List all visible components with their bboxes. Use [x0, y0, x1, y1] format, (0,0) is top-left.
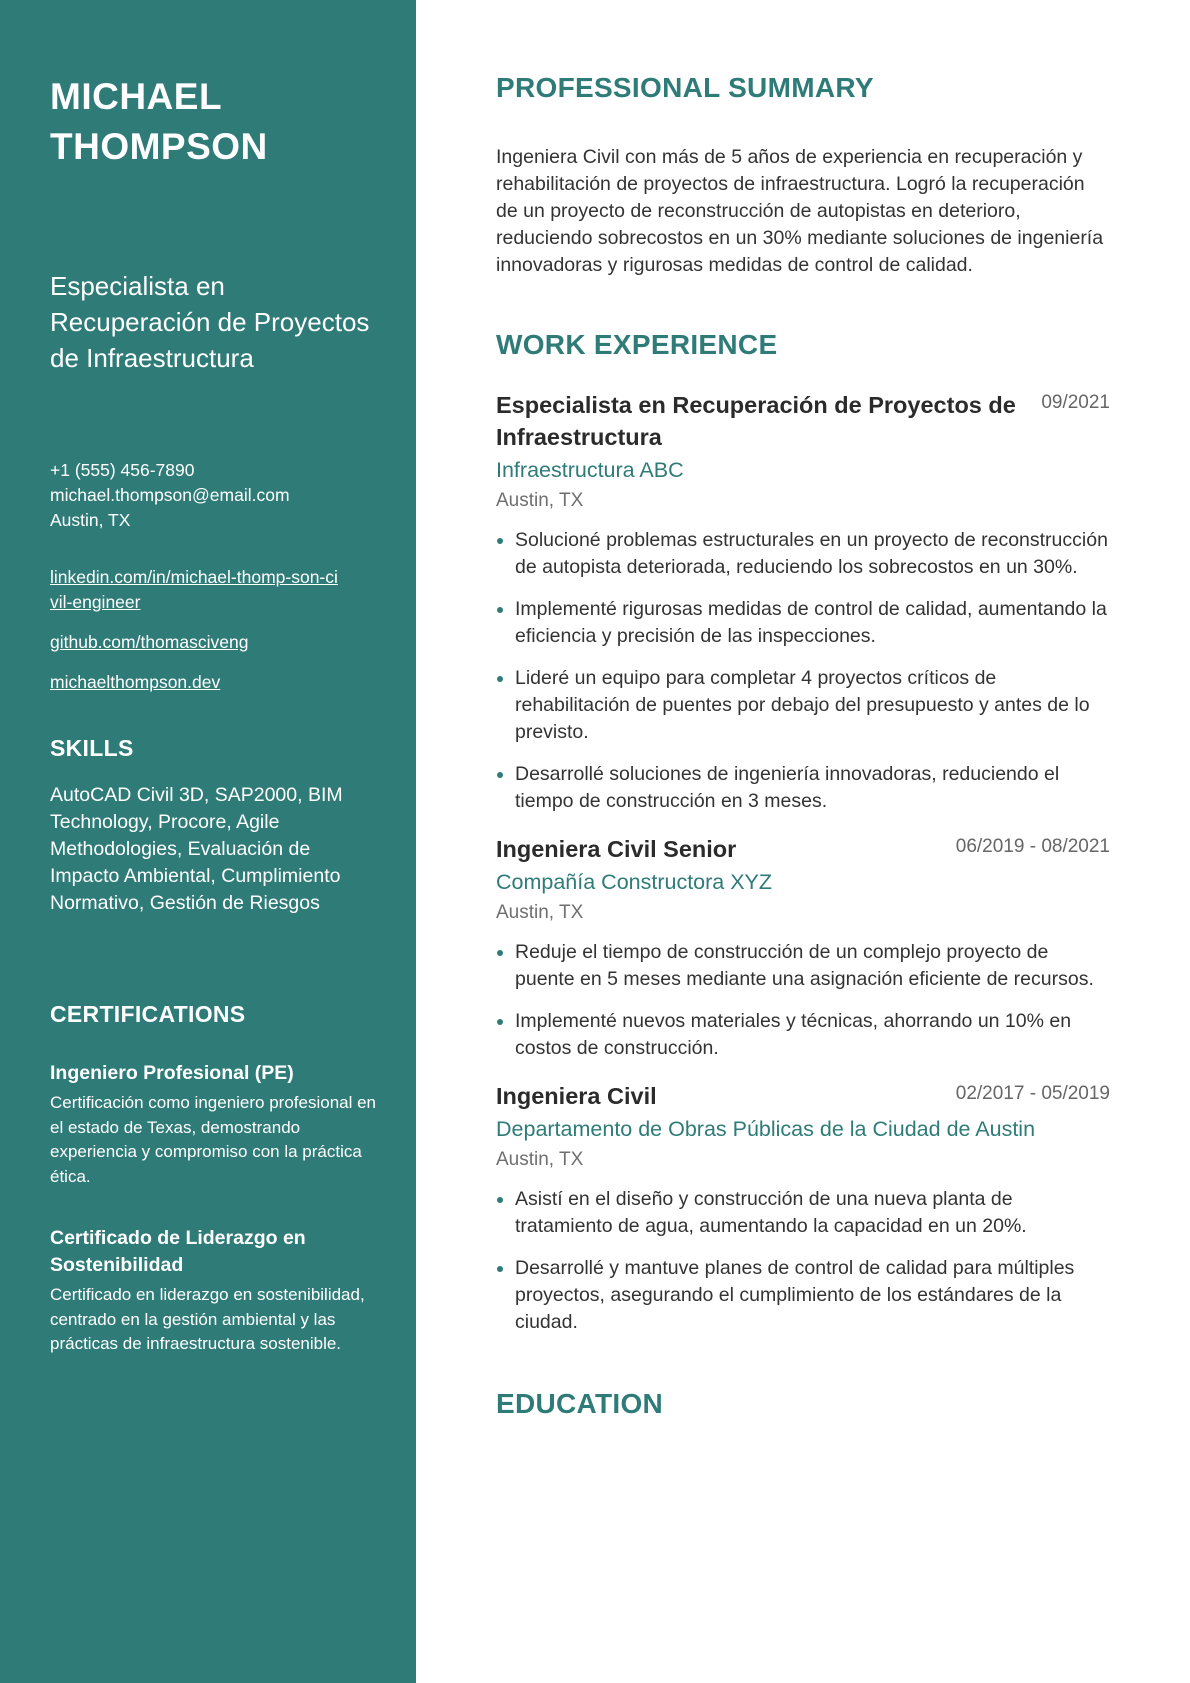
linkedin-link[interactable]: linkedin.com/in/michael-thomp-son-civil-engineer	[50, 567, 338, 612]
job-bullets	[496, 939, 1110, 1062]
summary-text: Ingeniera Civil con más de 5 años de experiencia en recuperación y rehabilitación de proyectos de infraestructura. Logró la recuperación de un proyecto de reconstrucción de autopistas en deterioro, reduciendo sobrecostos en un 30% mediante soluciones de ingeniería innovadoras y rigurosas medidas de control de calidad.	[496, 146, 1104, 276]
job-title: Ingeniera Civil	[496, 1083, 657, 1109]
job-header	[496, 389, 1110, 453]
job-location: Austin, TX	[496, 1149, 584, 1170]
job-entry	[496, 389, 1110, 815]
skills-heading: SKILLS	[50, 735, 134, 761]
certification-title: Ingeniero Profesional (PE)	[50, 1062, 294, 1084]
job-title: Ingeniera Civil Senior	[496, 836, 737, 862]
certification-description: Certificado en liderazgo en sostenibilidad, centrado en la gestión ambiental y las prácticas de infraestructura sostenible.	[50, 1285, 365, 1353]
sidebar	[0, 0, 416, 1683]
candidate-name	[50, 72, 376, 172]
certification-item	[50, 1060, 376, 1189]
experience-heading: WORK EXPERIENCE	[496, 329, 778, 360]
certification-title: Certificado de Liderazgo en Sostenibilidad	[50, 1227, 306, 1276]
certification-item	[50, 1225, 376, 1357]
bullet-item: Desarrollé y mantuve planes de control de calidad para múltiples proyectos, asegurando el cumplimiento de los estándares de la ciudad.	[496, 1255, 1110, 1336]
job-entry	[496, 1080, 1110, 1336]
job-location: Austin, TX	[496, 902, 584, 923]
location: Austin, TX	[50, 510, 131, 530]
name-line-1: MICHAEL	[50, 76, 223, 117]
website-link[interactable]: michaelthompson.dev	[50, 672, 221, 692]
main-content	[416, 0, 1190, 1683]
phone: +1 (555) 456-7890	[50, 460, 195, 480]
job-bullets	[496, 1186, 1110, 1336]
summary-heading: PROFESSIONAL SUMMARY	[496, 72, 874, 103]
company-name: Infraestructura ABC	[496, 458, 684, 482]
certification-description: Certificación como ingeniero profesional en el estado de Texas, demostrando experiencia y compromiso con la práctica ética.	[50, 1093, 377, 1186]
email: michael.thompson@email.com	[50, 485, 290, 505]
bullet-item: Reduje el tiempo de construcción de un complejo proyecto de puente en 5 meses mediante una asignación eficiente de recursos.	[496, 939, 1110, 993]
profile-links	[50, 565, 376, 695]
bullet-item: Solucioné problemas estructurales en un proyecto de reconstrucción de autopista deteriorada, reduciendo los sobrecostos en un 30%.	[496, 527, 1110, 581]
bullet-item: Desarrollé soluciones de ingeniería innovadoras, reduciendo el tiempo de construcción en 3 meses.	[496, 761, 1110, 815]
job-bullets	[496, 527, 1110, 815]
job-location: Austin, TX	[496, 490, 584, 511]
job-date: 06/2019 - 08/2021	[955, 836, 1110, 857]
job-title: Especialista en Recuperación de Proyectos de Infraestructura	[496, 392, 1016, 450]
job-date: 09/2021	[1041, 392, 1110, 413]
education-heading: EDUCATION	[496, 1388, 664, 1419]
certifications-heading: CERTIFICATIONS	[50, 1001, 246, 1027]
headline: Especialista en Recuperación de Proyectos de Infraestructura	[50, 271, 370, 373]
company-name: Departamento de Obras Públicas de la Ciudad de Austin	[496, 1117, 1036, 1141]
job-header	[496, 1080, 1110, 1112]
bullet-item: Implementé rigurosas medidas de control de calidad, aumentando la eficiencia y precisión de las inspecciones.	[496, 596, 1110, 650]
contact-info	[50, 458, 376, 533]
company-name: Compañía Constructora XYZ	[496, 870, 773, 894]
job-date: 02/2017 - 05/2019	[955, 1083, 1110, 1104]
bullet-item: Asistí en el diseño y construcción de una nueva planta de tratamiento de agua, aumentando la capacidad en un 20%.	[496, 1186, 1110, 1240]
job-header	[496, 833, 1110, 865]
bullet-item: Implementé nuevos materiales y técnicas, ahorrando un 10% en costos de construcción.	[496, 1008, 1110, 1062]
job-entry	[496, 833, 1110, 1062]
bullet-item: Lideré un equipo para completar 4 proyectos críticos de rehabilitación de puentes por debajo del presupuesto y antes de lo previsto.	[496, 665, 1110, 746]
name-line-2: THOMPSON	[50, 126, 268, 167]
github-link[interactable]: github.com/thomasciveng	[50, 632, 249, 652]
skills-list: AutoCAD Civil 3D, SAP2000, BIM Technology, Procore, Agile Methodologies, Evaluación de Impacto Ambiental, Cumplimiento Normativo, Gestión de Riesgos	[50, 784, 343, 914]
